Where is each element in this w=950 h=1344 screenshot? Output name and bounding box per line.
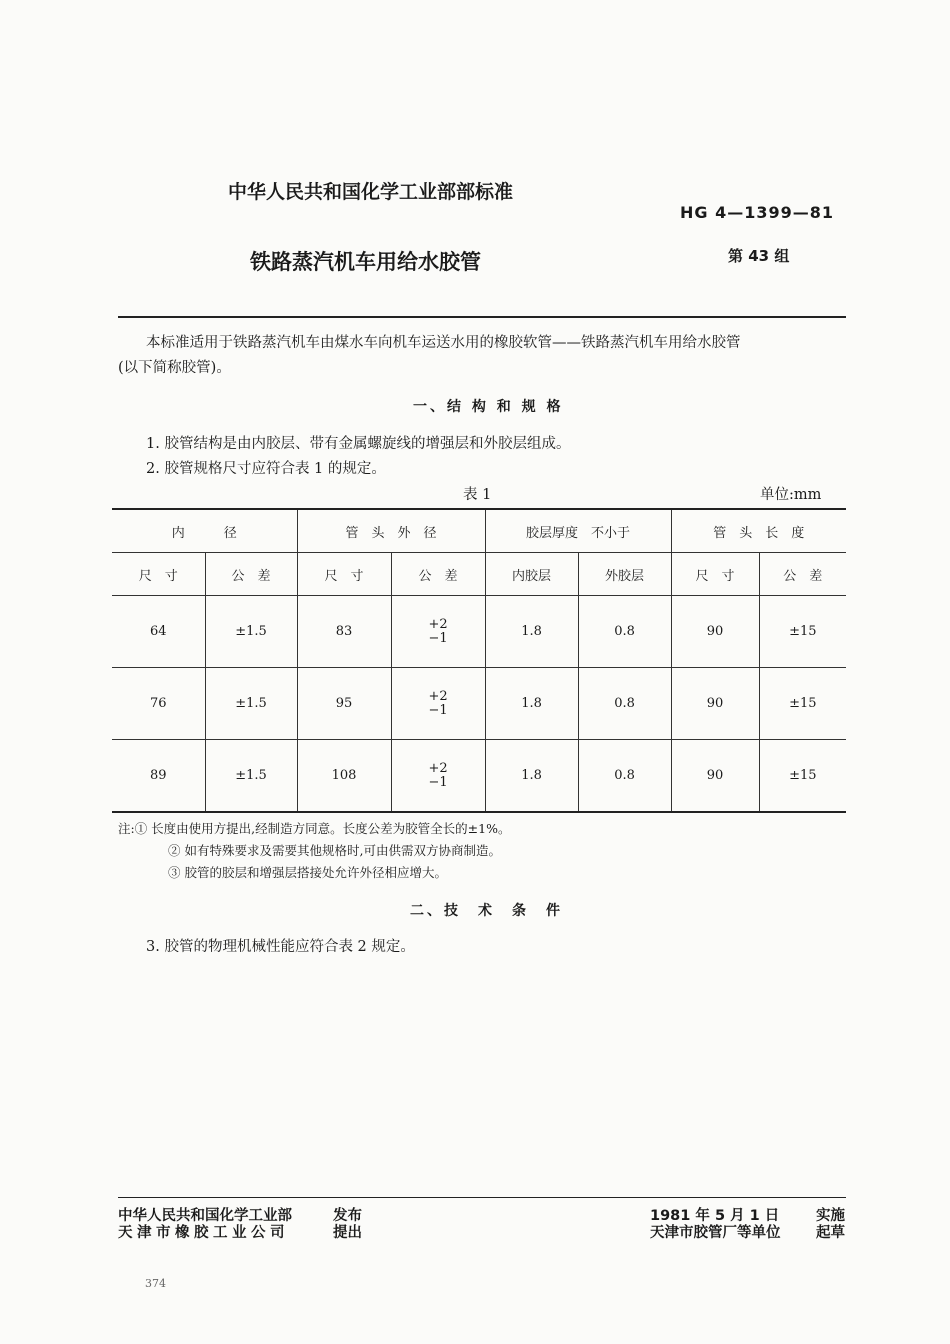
implementation-date: 1981 年 5 月 1 日: [650, 1208, 780, 1224]
group-label: 第 43 组: [728, 247, 790, 265]
cell-inner-layer: 1.8: [485, 668, 578, 740]
subheader-outer-layer: 外胶层: [578, 553, 671, 596]
tolerance-plus: +2: [428, 688, 448, 704]
draft-label: 起草: [816, 1225, 845, 1241]
subheader-inner-layer: 内胶层: [485, 553, 578, 596]
cell-head-outer-diameter: 95: [297, 668, 391, 740]
cell-outer-layer: 0.8: [578, 668, 671, 740]
cell-inner-diameter: 64: [112, 596, 205, 668]
header-head-length: 管 头 长 度: [671, 509, 846, 553]
section-heading-structure: 一、结 构 和 规 格: [413, 399, 564, 415]
table-note-1: 注:① 长度由使用方提出,经制造方同意。长度公差为胶管全长的±1%。: [118, 821, 511, 836]
subheader-length-size: 尺 寸: [671, 553, 759, 596]
table-row: [112, 668, 846, 740]
cell-outer-layer: 0.8: [578, 740, 671, 813]
header-head-outer-diameter: 管 头 外 径: [297, 509, 485, 553]
header-layer-thickness: 胶层厚度 不小于: [485, 509, 671, 553]
cell-inner-layer: 1.8: [485, 740, 578, 813]
cell-inner-layer: 1.8: [485, 596, 578, 668]
cell-head-length-tolerance: ±15: [759, 668, 846, 740]
implement-label: 实施: [816, 1208, 845, 1224]
cell-head-outer-diameter: 83: [297, 596, 391, 668]
cell-inner-diameter-tolerance: ±1.5: [205, 596, 297, 668]
cell-head-length-tolerance: ±15: [759, 596, 846, 668]
cell-outer-layer: 0.8: [578, 596, 671, 668]
table-caption: 表 1: [463, 487, 492, 503]
ministry-standard-heading: 中华人民共和国化学工业部部标准: [228, 181, 514, 203]
intro-line-1: 本标准适用于铁路蒸汽机车由煤水车向机车运送水用的橡胶软管——铁路蒸汽机车用给水胶管: [146, 335, 741, 351]
drafter: 天津市胶管厂等单位: [650, 1225, 781, 1241]
cell-inner-diameter-tolerance: ±1.5: [205, 668, 297, 740]
publisher: 中华人民共和国化学工业部: [118, 1208, 292, 1224]
proposer: 天津市橡胶工业公司: [118, 1225, 289, 1241]
table-unit: 单位:mm: [760, 487, 822, 503]
cell-head-od-tolerance: [391, 596, 485, 668]
propose-label: 提出: [333, 1225, 362, 1241]
subheader-length-tolerance: 公 差: [759, 553, 846, 596]
footer-divider: [118, 1197, 846, 1198]
spec-table: [112, 508, 846, 813]
tolerance-plus: +2: [428, 616, 448, 632]
clause-2: 2. 胶管规格尺寸应符合表 1 的规定。: [146, 461, 386, 477]
intro-line-2: (以下简称胶管)。: [118, 360, 231, 376]
cell-head-od-tolerance: [391, 740, 485, 813]
tolerance-minus: −1: [428, 702, 448, 718]
cell-head-length-tolerance: ±15: [759, 740, 846, 813]
header-inner-diameter: 内 径: [112, 509, 297, 553]
cell-head-outer-diameter: 108: [297, 740, 391, 813]
table-note-2: ② 如有特殊要求及需要其他规格时,可由供需双方协商制造。: [168, 843, 501, 858]
cell-inner-diameter: 76: [112, 668, 205, 740]
standard-number: HG 4—1399—81: [680, 203, 835, 222]
section-heading-technical: 二、技 术 条 件: [410, 903, 563, 919]
clause-1: 1. 胶管结构是由内胶层、带有金属螺旋线的增强层和外胶层组成。: [146, 436, 571, 452]
subheader-od-size: 尺 寸: [297, 553, 391, 596]
subheader-od-tolerance: 公 差: [391, 553, 485, 596]
subheader-id-tolerance: 公 差: [205, 553, 297, 596]
cell-head-length: 90: [671, 596, 759, 668]
tolerance-minus: −1: [428, 630, 448, 646]
subheader-id-size: 尺 寸: [112, 553, 205, 596]
page-number: 374: [145, 1277, 166, 1290]
cell-inner-diameter-tolerance: ±1.5: [205, 740, 297, 813]
cell-head-length: 90: [671, 740, 759, 813]
tolerance-minus: −1: [428, 774, 448, 790]
cell-head-length: 90: [671, 668, 759, 740]
header-divider: [118, 316, 846, 318]
publish-label: 发布: [333, 1208, 362, 1224]
table-group-header-row: [112, 509, 846, 553]
table-row: [112, 596, 846, 668]
table-row: [112, 740, 846, 813]
table-note-3: ③ 胶管的胶层和增强层搭接处允许外径相应增大。: [168, 865, 447, 880]
document-title: 铁路蒸汽机车用给水胶管: [250, 250, 481, 274]
clause-3: 3. 胶管的物理机械性能应符合表 2 规定。: [146, 939, 415, 955]
table-sub-header-row: [112, 553, 846, 596]
cell-inner-diameter: 89: [112, 740, 205, 813]
tolerance-plus: +2: [428, 760, 448, 776]
cell-head-od-tolerance: [391, 668, 485, 740]
